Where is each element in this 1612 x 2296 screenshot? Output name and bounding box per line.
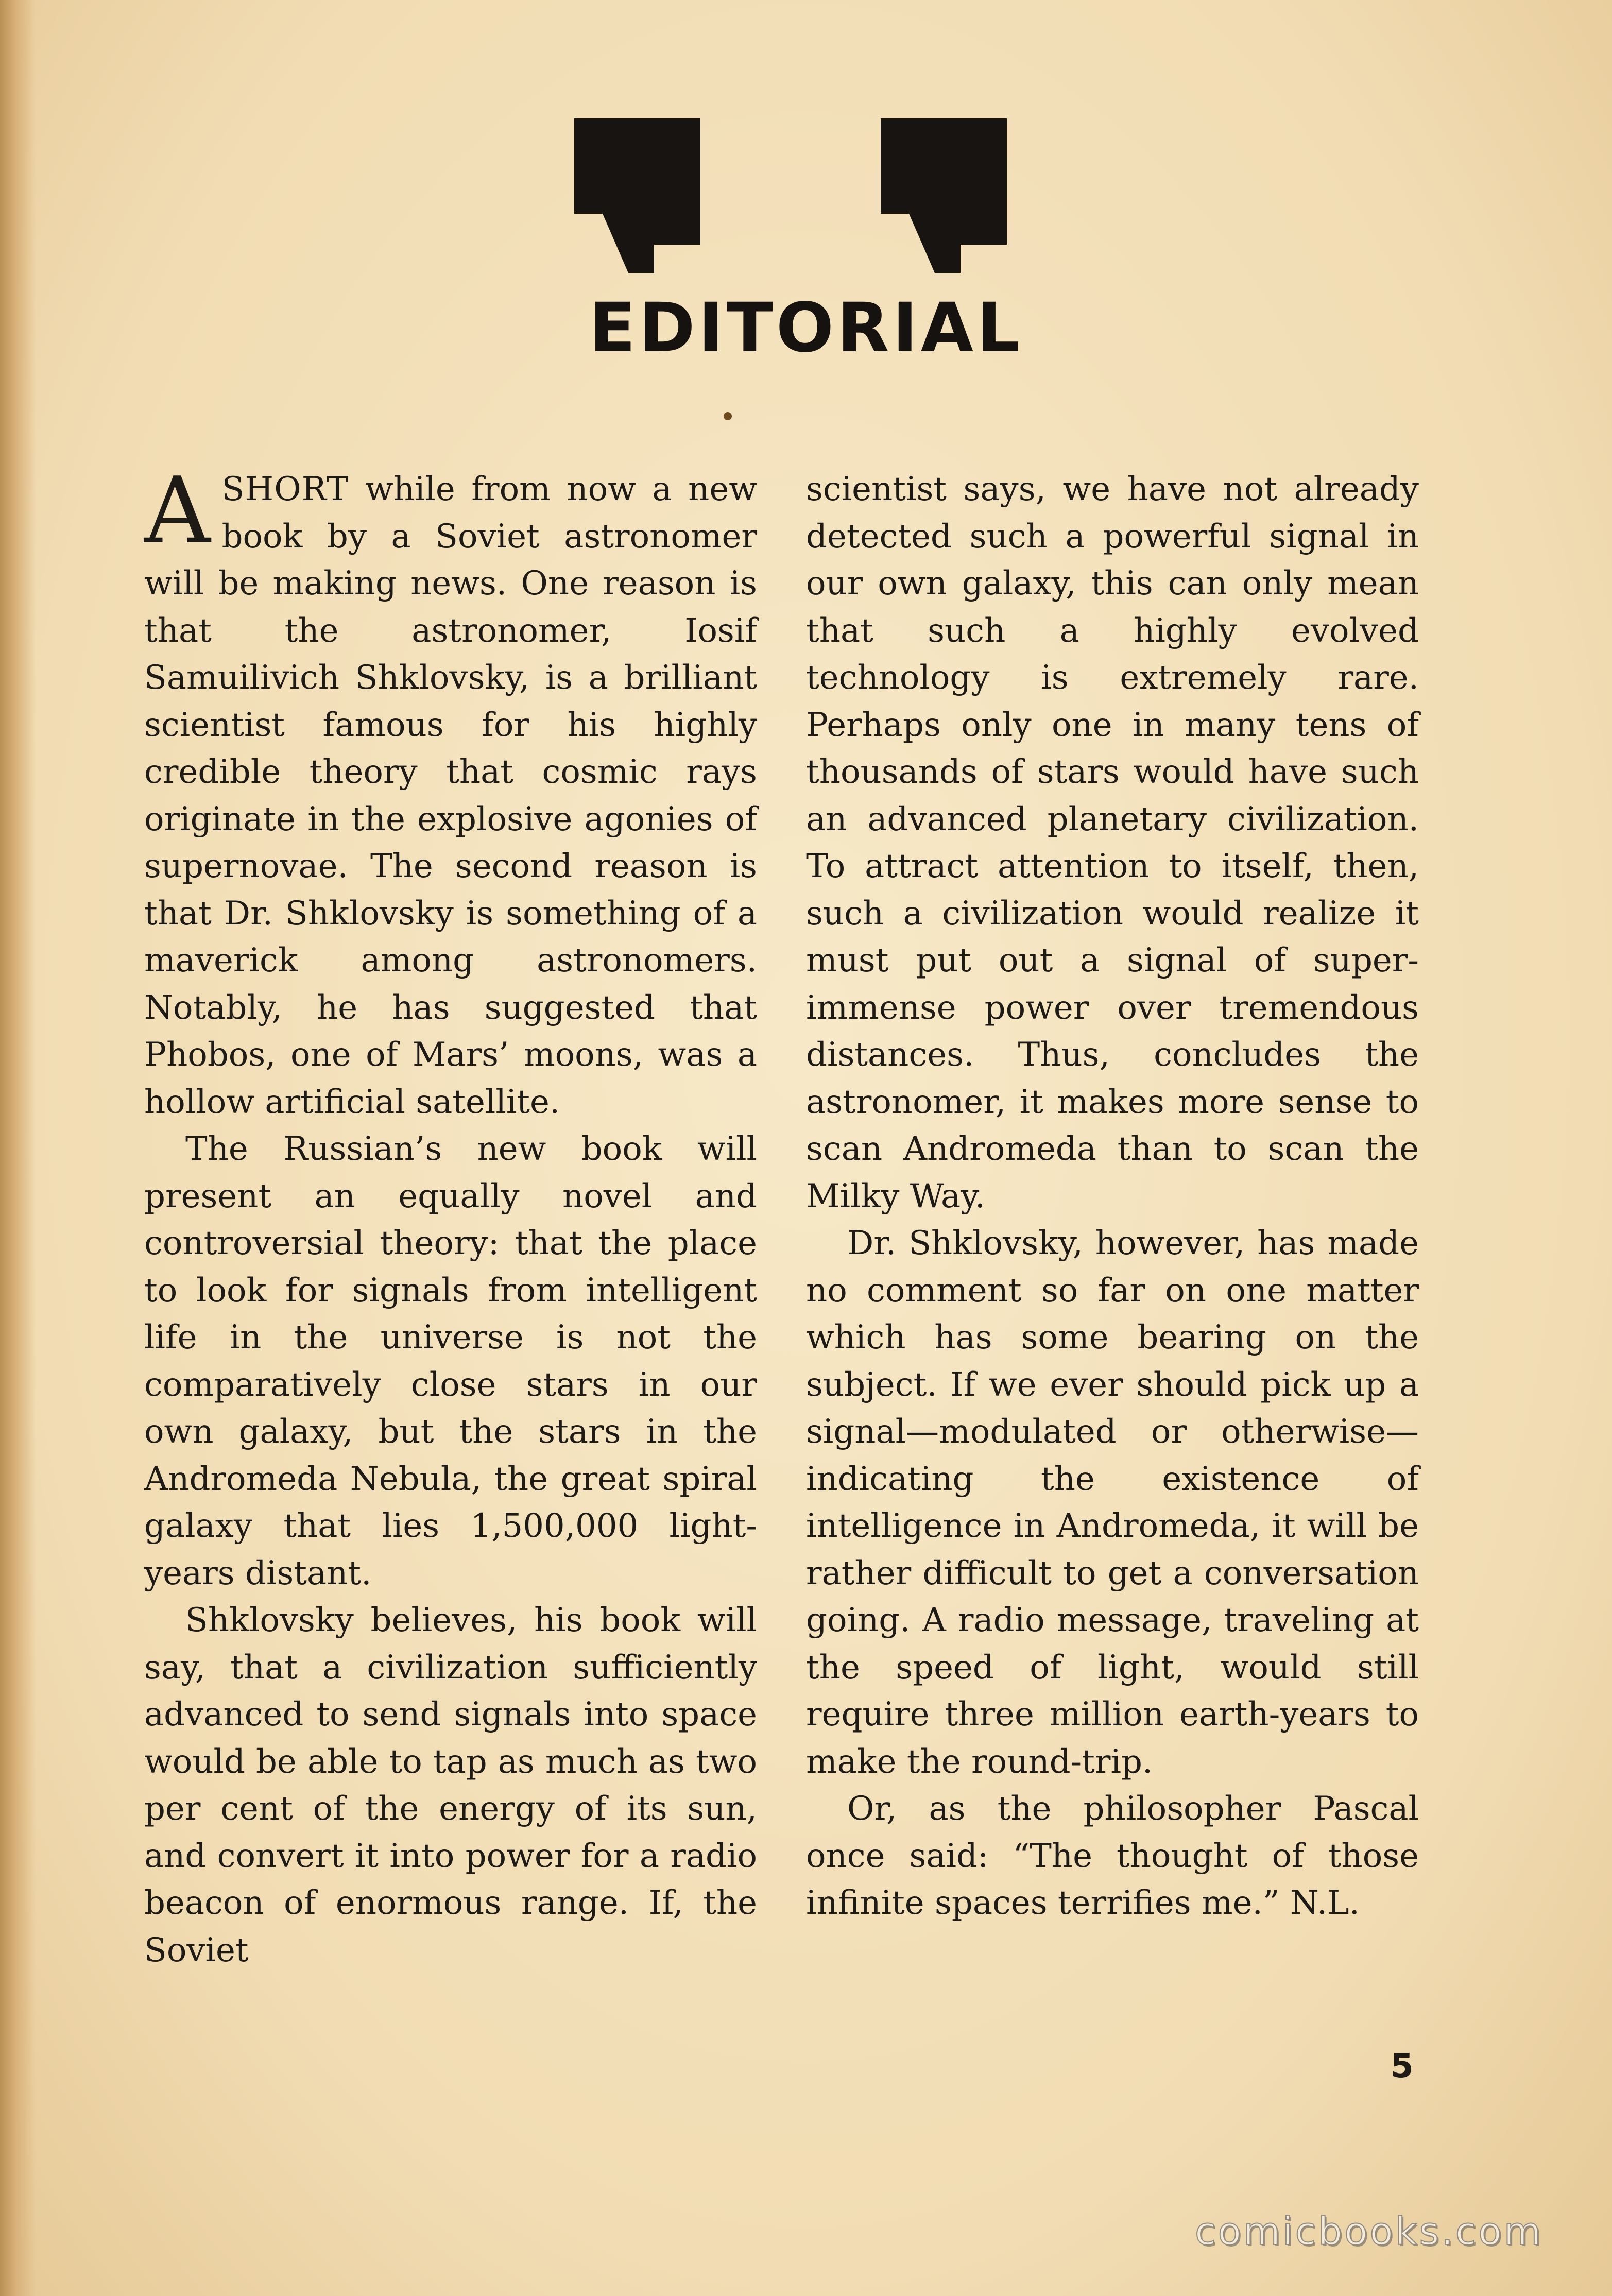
article-right-column bbox=[806, 466, 1419, 1927]
quote-marks-logo bbox=[572, 116, 1009, 276]
paragraph: Dr. Shklovsky, however, has made no comment so far on one matter which has some bearing on the subject. If we ever should pick up a signal—modulated or otherwise—indicating the existence of intelligence in Andromeda, it will be rather difficult to get a conversation going. A radio message, traveling at the speed of light, would still require three million earth-years to make the round-trip. bbox=[806, 1224, 1419, 1781]
watermark: comicbooks.com bbox=[1195, 2209, 1543, 2254]
paragraph: Shklovsky believes, his book will say, that a civilization sufficiently advanced to send signals into space would be able to tap as much as two per cent of the energy of its sun, and convert it into power for a radio beacon of enormous range. If, the Soviet bbox=[144, 1601, 757, 1969]
drop-cap: A bbox=[144, 457, 211, 564]
lead-word: SHORT bbox=[221, 470, 349, 508]
quote-marks-icon bbox=[572, 116, 1009, 276]
paragraph: scientist says, we have not already detected such a powerful signal in our own galaxy, this can only mean that such a highly evolved technology is extremely rare. Perhaps only one in many tens of thousands of stars would have such an advanced planetary civilization. To attract attention to itself, then, such a civilization would realize it must put out a signal of super-immense power over tremendous distances. Thus, concludes the astronomer, it makes more sense to scan Andromeda than to scan the Milky Way. bbox=[806, 470, 1419, 1215]
article-left-column bbox=[144, 457, 757, 1974]
paragraph: Or, as the philosopher Pascal once said: “The thought of those infinite spaces terrifies me.” N.L. bbox=[806, 1790, 1419, 1922]
paragraph: The Russian’s new book will present an equally novel and controversial theory: that the place to look for signals from intelligent life in the universe is not the comparatively close stars in our own galaxy, but the stars in the Andromeda Nebula, the great spiral galaxy that lies 1,500,000 light-years distant. bbox=[144, 1130, 757, 1592]
page-title: EDITORIAL bbox=[589, 288, 1023, 368]
page-number: 5 bbox=[1391, 2047, 1414, 2085]
paragraph-text: while from now a new book by a Soviet astronomer will be making news. One reason is that the astronomer, Iosif Samuilivich Shklovsky, is a brilliant scientist famous for his highly credible theory that cosmic rays originate in the explosive agonies of supernovae. The second reason is that Dr. Shklovsky is something of a maverick among astronomers. Notably, he has suggested that Phobos, one of Mars’ moons, was a hollow artificial satellite. bbox=[144, 470, 757, 1121]
decorative-dot bbox=[724, 412, 732, 420]
paragraph bbox=[144, 457, 757, 1126]
